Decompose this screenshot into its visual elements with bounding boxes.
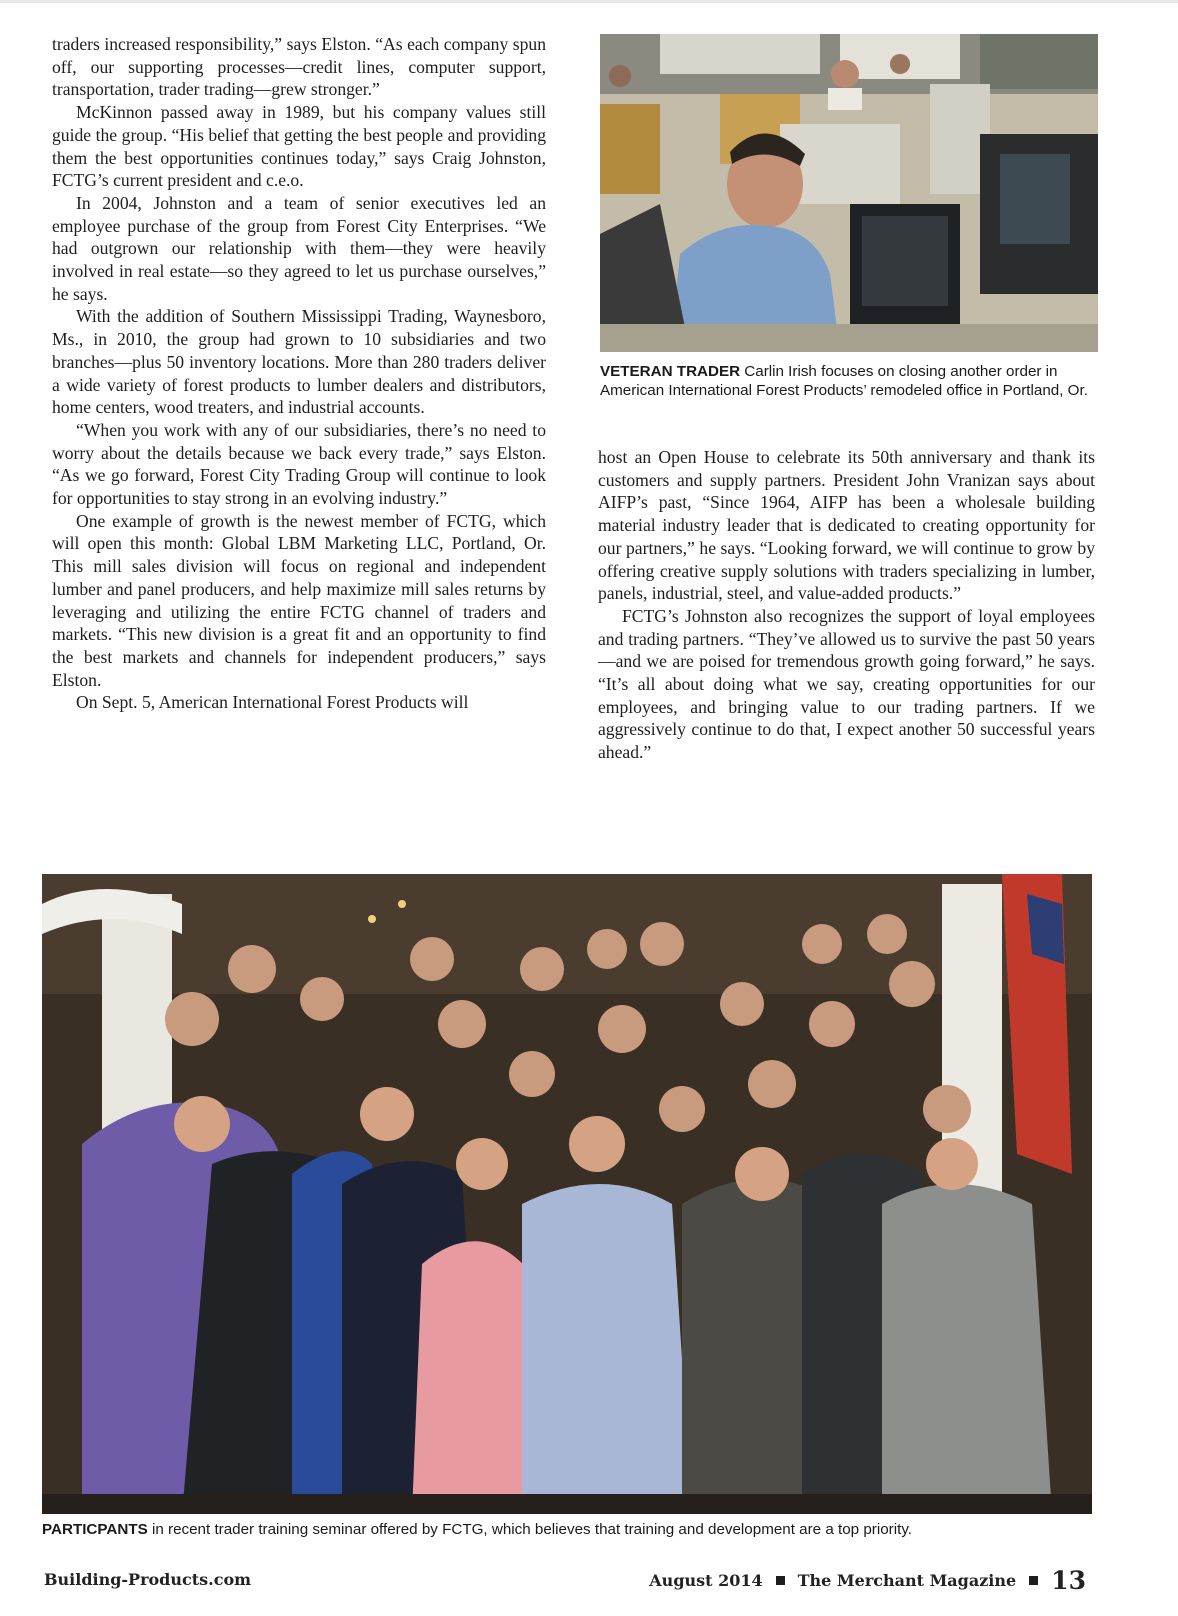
article-paragraph: “When you work with any of our subsidiaries, there’s no need to worry about the details because we back every trade,” says Elston. “As we go forward, Forest City Trading Group will continue to look for opportunities to stay strong in an evolving industry.” — [52, 419, 546, 509]
article-column-left — [52, 33, 546, 714]
group-photo — [42, 874, 1092, 1514]
footer-folio — [649, 1566, 1086, 1595]
separator-square-icon — [776, 1576, 785, 1585]
caption-lead: PARTICPANTS — [42, 1521, 148, 1538]
article-paragraph: On Sept. 5, American International Forest Products will — [76, 692, 469, 713]
footer-date: August 2014 — [649, 1571, 763, 1590]
article-paragraph: With the addition of Southern Mississippi Trading, Waynesboro, Ms., in 2010, the group had grown to 10 subsidiaries and two branches—plus 50 inventory locations. More than 280 traders deliver a wide variety of forest products to lumber dealers and distributors, home centers, wood treaters, and industrial accounts. — [52, 306, 546, 418]
office-photo-caption — [600, 362, 1100, 400]
office-photo-illustration — [600, 34, 1098, 352]
article-column-right — [598, 446, 1095, 764]
article-paragraph: One example of growth is the newest member of FCTG, which will open this month: Global LBM Marketing LLC, Portland, Or. This mill sales division will focus on regional and independent lumber and panel producers, and help maximize mill sales returns by leveraging and utilizing the entire FCTG channel of traders and markets. “This new division is a great fit and an opportunity to find the best markets and channels for independent producers,” says Elston. — [52, 510, 546, 690]
article-paragraph: McKinnon passed away in 1989, but his company values still guide the group. “His belief that getting the best people and providing them the best opportunities continues today,” says Craig Johnston, FCTG’s current president and c.e.o. — [52, 102, 546, 191]
caption-text: Carlin Irish focuses on closing another order in American International Forest Products’ remodeled office in Portland, Or. — [600, 363, 1088, 399]
footer-magazine: The Merchant Magazine — [797, 1571, 1017, 1590]
caption-lead: VETERAN TRADER — [600, 363, 741, 380]
article-paragraph: In 2004, Johnston and a team of senior executives led an employee purchase of the group from Forest City Enterprises. “We had outgrown our relationship with them—they were heavily involved in real estate—so they agreed to let us purchase ourselves,” he says. — [52, 192, 546, 304]
article-paragraph: host an Open House to celebrate its 50th anniversary and thank its customers and supply partners. President John Vranizan says about AIFP’s past, “Since 1964, AIFP has been a wholesale building material industry leader that is dedicated to creating opportunity for our partners,” he says. “Looking forward, we will continue to grow by offering creative supply solutions with traders specializing in lumber, panels, industrial, steel, and value-added products.” — [598, 447, 1095, 604]
top-rule — [0, 0, 1178, 3]
group-photo-caption — [42, 1520, 1102, 1539]
separator-square-icon — [1029, 1576, 1038, 1585]
page-number: 13 — [1051, 1566, 1086, 1595]
article-paragraph: FCTG’s Johnston also recognizes the support of loyal employees and trading partners. “They’ve allowed us to survive the past 50 years—and we are poised for tremendous growth going forward,” he says. “It’s all about doing what we say, creating opportunities for our employees, and bringing value to our trading partners. If we aggressively continue to do that, I expect another 50 successful years ahead.” — [598, 605, 1095, 763]
caption-text: in recent trader training seminar offered by FCTG, which believes that training and development are a top priority. — [147, 1521, 913, 1538]
group-photo-illustration — [42, 874, 1092, 1514]
office-photo — [600, 34, 1098, 352]
footer-website: Building-Products.com — [44, 1570, 252, 1589]
article-paragraph: traders increased responsibility,” says Elston. “As each company spun off, our supporting processes—credit lines, computer support, transportation, trader trading—grew stronger.” — [52, 34, 546, 100]
